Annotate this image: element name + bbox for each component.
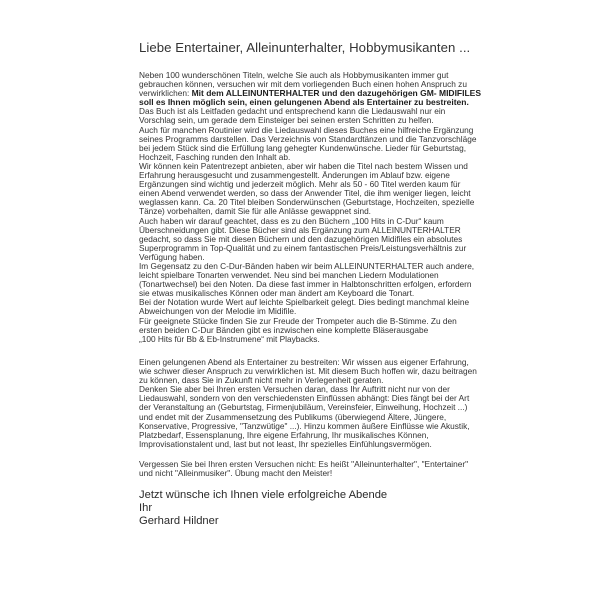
text-line: Im Gegensatz zu den C-Dur-Bänden haben wir beim ALLEINUNTERHALTER auch andere,: [139, 260, 475, 271]
text-line: Liedauswahl, sondern von den verschiedensten Einflüssen abhängt: Dies fängt bei der Art: [139, 393, 470, 404]
closing-line: Jetzt wünsche ich Ihnen viele erfolgreiche Abende: [139, 489, 388, 501]
bold-text: Mit dem ALLEINUNTERHALTER und den dazugehörigen GM- MIDIFILES: [191, 88, 482, 99]
closing-line: Ihr: [139, 502, 153, 515]
text-line: bei jedem Stück sind die Erfüllung lang gehegter Kundenwünsche. Lieder für Geburtstag,: [139, 142, 467, 153]
text-line: gedacht, so dass Sie mit diesen Büchern und den dazugehörigen Midifiles ein absolutes: [139, 233, 463, 244]
text-line: weglassen kann. Ca. 20 Titel bleiben Sonderwünschen (Geburtstage, Hochzeiten, spezielle: [139, 197, 475, 208]
text-line: Platzbedarf, Essensplanung, Ihre eigene Erfahrung, Ihr musikalisches Können,: [139, 429, 429, 440]
text-prefix: verwirklichen:: [139, 88, 192, 99]
text-line: Vorschlag sein, um gerade dem Einsteiger bei seinen ersten Schritten zu helfen.: [139, 115, 434, 126]
text-line: einen Abend verwendet werden, so dass der Anwender Titel, die ihm weniger liegen, leicht: [139, 188, 471, 199]
bold-text-line: soll es Ihnen möglich sein, einen gelungenen Abend als Entertainer zu bestreiten.: [139, 97, 469, 108]
text-line: und nicht "Alleinmusiker". Übung macht den Meister!: [139, 468, 333, 479]
text-line: Auch für manchen Routinier wird die Liedauswahl dieses Buches eine hilfreiche Ergänzung: [139, 124, 474, 135]
text-line: Ergänzungen sind wichtig und jederzeit möglich. Mehr als 50 - 60 Titel werden kaum für: [139, 179, 461, 190]
text-line: gebrauchen können, versuchen wir mit dem vorliegenden Buch einen hohen Anspruch zu: [139, 79, 467, 90]
closing-signature: [139, 489, 387, 529]
text-line: leicht spielbare Tonarten verwendet. Neu sind bei manchen Liedern Modulationen: [139, 270, 439, 281]
text-line: (Tonartwechsel) bei den Noten. Da diese fast immer in Halbtonschritten erfolgen, erfordern: [139, 279, 472, 290]
text-line: Hochzeit, Fasching runden den Inhalt ab.: [139, 151, 291, 162]
text-line: Das Buch ist als Leitfaden gedacht und entsprechend kann die Liedauswahl nur ein: [139, 106, 446, 117]
text-line: seines Programms darstellen. Das Verzeichnis von Standardtänzen und die Tanzvorschläge: [139, 133, 477, 144]
text-line: Bei der Notation wurde Wert auf leichte Spielbarkeit gelegt. Dies bedingt manchmal kleine: [139, 297, 470, 308]
text-line: zu können, dass Sie in Zukunft nicht mehr in Verlegenheit geraten.: [139, 375, 384, 386]
text-line: Superprogramm in Top-Qualität und zu einem fantastischen Preis/Leistungsverhältnis zur: [139, 242, 467, 253]
text-line: und endet mit der Zusammensetzung des Publikums (überwiegend Ältere, Jüngere,: [139, 411, 447, 422]
text-line: sie etwas musikalisches Können oder man ändert am Keyboard die Tonart.: [139, 288, 415, 299]
text-line: Erfahrung herausgesucht und zusammengestellt. Änderungen im Ablauf bzw. eigene: [139, 170, 450, 181]
text-line: wie schwer dieser Anspruch zu verwirklichen ist. Mit diesem Buch hoffen wir, dazu beitragen: [139, 366, 477, 377]
text-line: Neben 100 wunderschönen Titeln, welche Sie auch als Hobbymusikanten immer gut: [139, 70, 449, 80]
text-line: Verfügung haben.: [139, 251, 205, 262]
page-title: Liebe Entertainer, Alleinunterhalter, Hobbymusikanten ...: [139, 40, 471, 55]
text-line: Vergessen Sie bei Ihren ersten Versuchen nicht: Es heißt "Alleinunterhalter", "Entertainer": [139, 459, 469, 469]
text-line: Abweichungen von der Melodie im Midifile.: [139, 306, 297, 317]
text-line: ersten beiden C-Dur Bänden gibt es inzwischen eine komplette Bläserausgabe: [139, 324, 429, 335]
section-advice: [139, 358, 477, 449]
text-line: Einen gelungenen Abend als Entertainer zu bestreiten: Wir wissen aus eigener Erfahrung,: [139, 357, 469, 367]
text-line: Tänze) vorbehalten, damit Sie für alle Anlässe gewappnet sind.: [139, 206, 371, 217]
text-line: der Veranstaltung an (Geburtstag, Firmenjubiläum, Vereinsfeier, Einweihung, Hochzeit ...): [139, 402, 468, 413]
text-line: Überschneidungen gibt. Diese Bücher sind als Ergänzung zum ALLEINUNTERHALTER: [139, 224, 461, 235]
signature-name: Gerhard Hildner: [139, 515, 219, 528]
text-line: Auch haben wir darauf geachtet, dass es zu den Büchern „100 Hits in C-Dur“ kaum: [139, 215, 444, 226]
text-line: „100 Hits für Bb & Eb-Instrumene“ mit Playbacks.: [139, 333, 320, 344]
section-intro: [139, 71, 481, 344]
text-line: Für geeignete Stücke finden Sie zur Freude der Trompeter auch die B-Stimme. Zu den: [139, 315, 457, 326]
text-line: Konservative, Progressive, "Tanzwütige" ...). Hinzu kommen äußere Einflüsse wie Akustik,: [139, 420, 470, 431]
text-line: Wir können kein Patentrezept anbieten, aber wir haben die Titel nach bestem Wissen und: [139, 160, 468, 171]
text-line: Denken Sie aber bei Ihren ersten Versuchen daran, dass Ihr Auftritt nicht nur von der: [139, 384, 450, 395]
section-reminder: [139, 460, 468, 478]
text-line: Improvisationstalent und, last but not least, Ihr spezielles Einfühlungsvermögen.: [139, 438, 432, 449]
